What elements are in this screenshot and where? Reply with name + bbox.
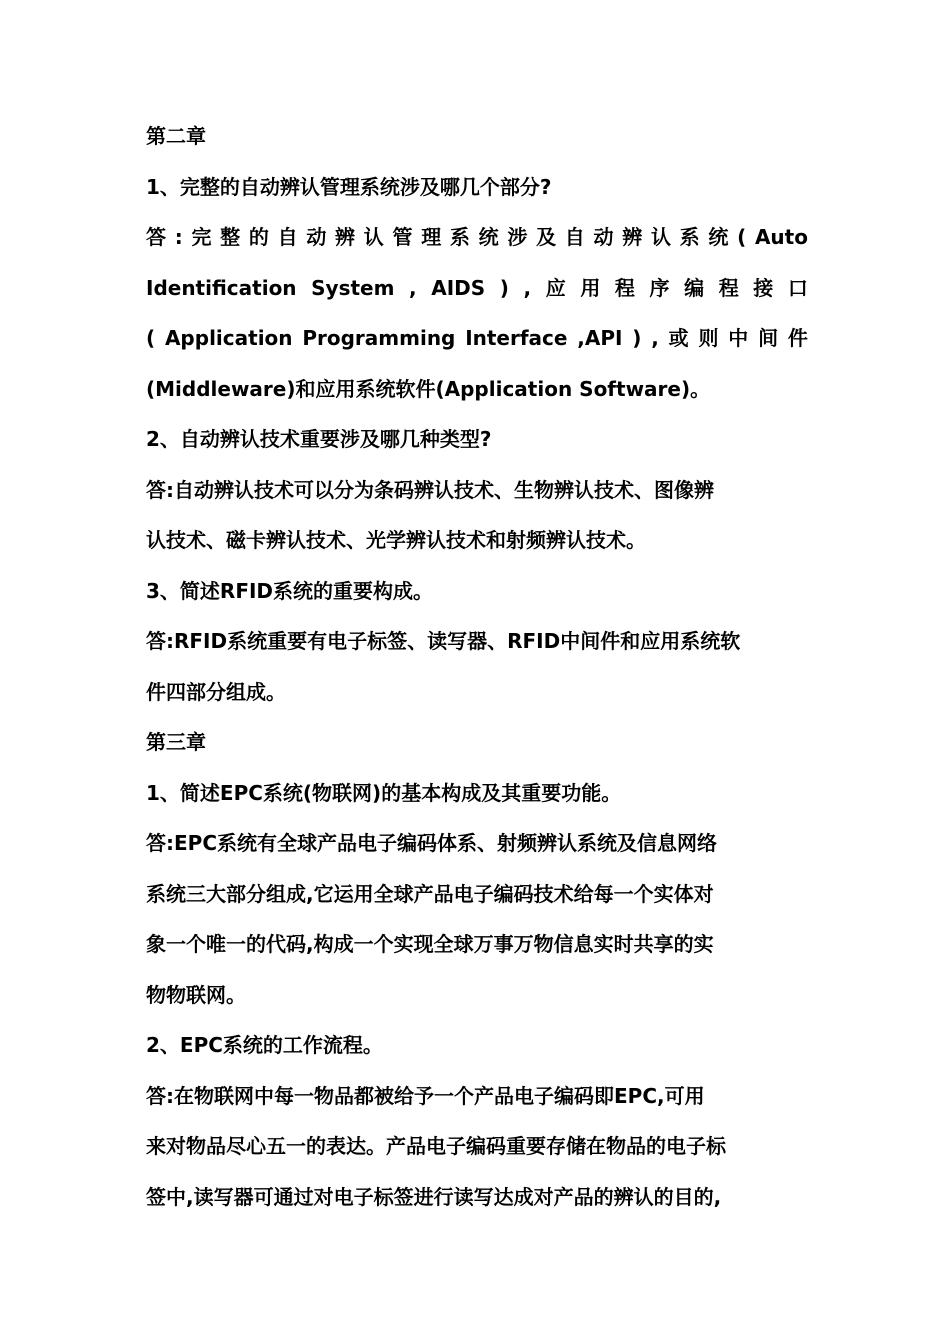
document-page xyxy=(146,118,808,1229)
question-2-3: 3、简述RFID系统的重要构成。 xyxy=(146,578,434,603)
answer-3-2-line-3: 签中,读写器可通过对电子标签进行读写达成对产品的辨认的目的, xyxy=(146,1184,722,1209)
chapter-heading-3: 第三章 xyxy=(146,730,206,754)
question-2-2: 2、自动辨认技术重要涉及哪几种类型? xyxy=(146,427,492,451)
answer-2-3-line-2: 件四部分组成。 xyxy=(146,679,286,704)
answer-2-1-line-3: ( Application Programming Interface ,API ) , 或 则 中 间 件 xyxy=(146,326,808,350)
answer-3-1-line-1: 答:EPC系统有全球产品电子编码体系、射频辨认系统及信息网络 xyxy=(146,831,717,855)
answer-3-2-line-1: 答:在物联网中每一物品都被给予一个产品电子编码即EPC,可用 xyxy=(146,1083,705,1108)
answer-3-1-line-4: 物物联网。 xyxy=(146,982,246,1007)
answer-3-2-line-2: 来对物品尽心五一的表达。产品电子编码重要存储在物品的电子标 xyxy=(146,1134,726,1158)
answer-2-2-line-2: 认技术、磁卡辨认技术、光学辨认技术和射频辨认技术。 xyxy=(146,528,646,552)
answer-2-1-line-1: 答 : 完 整 的 自 动 辨 认 管 理 系 统 涉 及 自 动 辨 认 系 统 ( Auto xyxy=(146,225,808,249)
question-2-1: 1、完整的自动辨认管理系统涉及哪几个部分? xyxy=(146,174,552,199)
question-3-1: 1、简述EPC系统(物联网)的基本构成及其重要功能。 xyxy=(146,780,622,805)
answer-3-1-line-2: 系统三大部分组成,它运用全球产品电子编码技术给每一个实体对 xyxy=(146,881,714,906)
answer-3-1-line-3: 象一个唯一的代码,构成一个实现全球万事万物信息实时共享的实 xyxy=(146,932,714,956)
answer-2-3-line-1: 答:RFID系统重要有电子标签、读写器、RFID中间件和应用系统软 xyxy=(146,629,741,653)
question-3-2: 2、EPC系统的工作流程。 xyxy=(146,1033,383,1057)
chapter-heading-2: 第二章 xyxy=(146,124,206,148)
answer-2-1-line-4: (Middleware)和应用系统软件(Application Software)。 xyxy=(146,376,711,401)
answer-2-2-line-1: 答:自动辨认技术可以分为条码辨认技术、生物辨认技术、图像辨 xyxy=(146,477,714,502)
answer-2-1-line-2: Identification System , AIDS ) , 应 用 程 序 编 程 接 口 xyxy=(146,275,808,300)
